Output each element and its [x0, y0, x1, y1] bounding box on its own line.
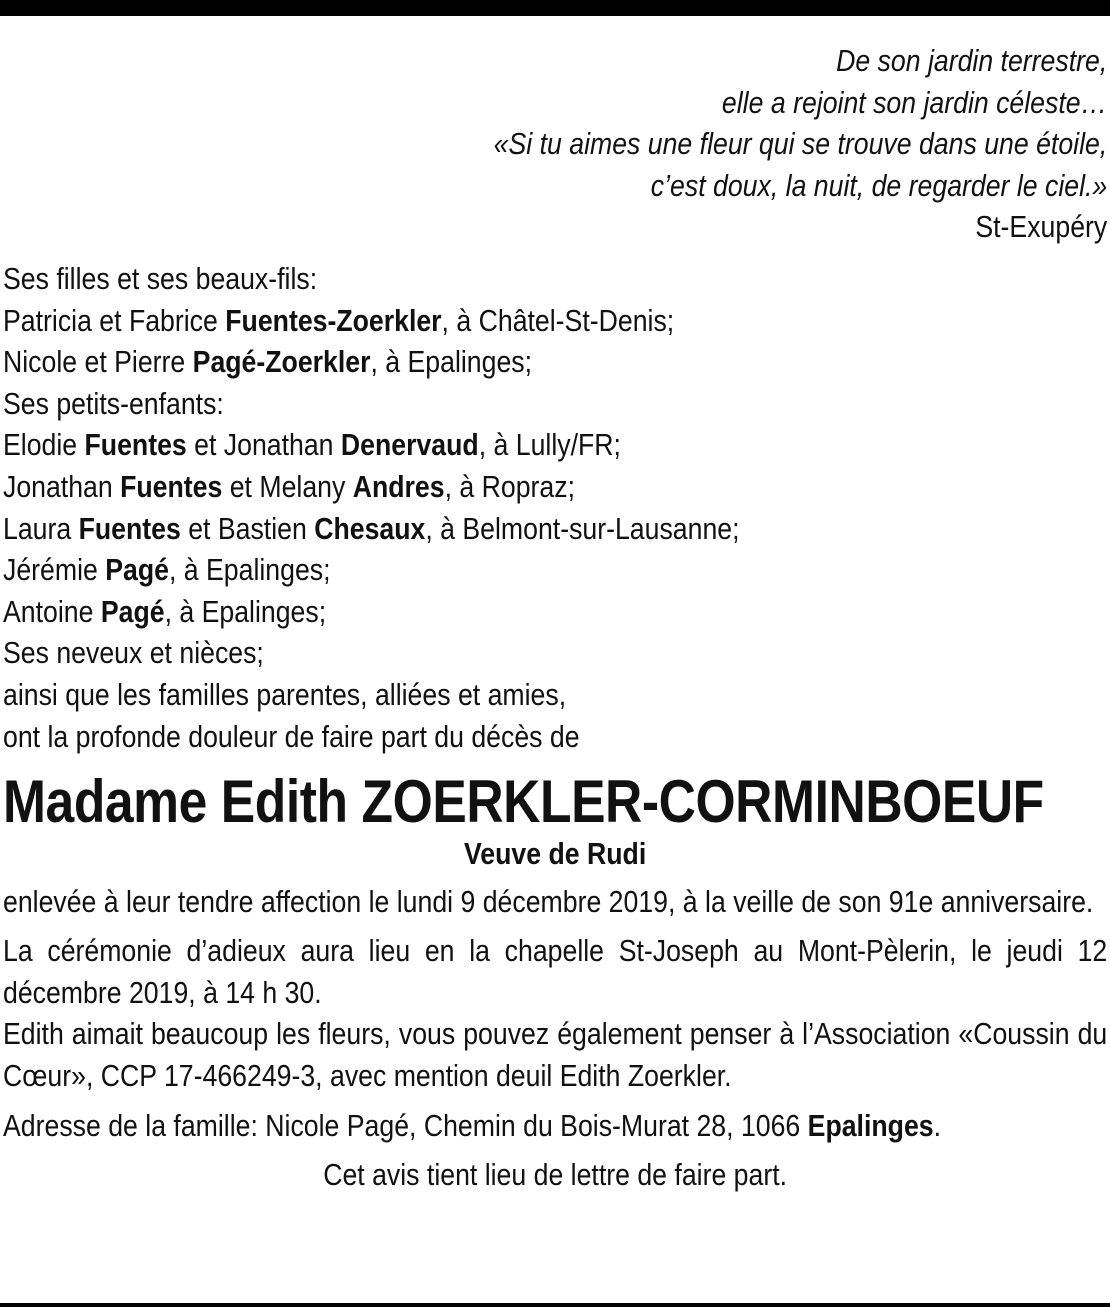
location: , à Epalinges;: [370, 344, 533, 380]
top-rule: [0, 0, 1110, 16]
address-text: Adresse de la famille: Nicole Pagé, Chemin du Bois-Murat 28, 1066: [3, 1107, 808, 1143]
given-names: Patricia et Fabrice: [3, 302, 226, 338]
ceremony-paragraph: La cérémonie d’adieux aura lieu en la chapelle St-Joseph au Mont-Pèlerin, le jeudi 12 décembre 2019, à 14 h 30.: [3, 933, 1108, 1010]
family-member-line: [3, 424, 1107, 466]
family-address: [3, 1105, 1107, 1147]
location: , à Châtel-St-Denis;: [441, 302, 675, 338]
partner-family-name: Andres: [352, 468, 445, 504]
family-name: Fuentes: [78, 510, 181, 546]
quote-line: De son jardin terrestre,: [836, 43, 1108, 78]
location: , à Lully/FR;: [478, 427, 621, 463]
family-name: Fuentes: [120, 468, 223, 504]
family-member-line: [3, 466, 1107, 508]
address-town: Epalinges: [807, 1107, 934, 1143]
deceased-subtitle: Veuve de Rudi: [464, 836, 647, 872]
family-name: Pagé: [105, 552, 169, 588]
quote-line: elle a rejoint son jardin céleste…: [721, 84, 1108, 120]
family-member-line: [3, 591, 1107, 633]
location: , à Epalinges;: [164, 593, 327, 629]
family-member-line: [3, 549, 1107, 591]
family-member-line: [3, 341, 1107, 383]
family-name: Pagé: [100, 593, 165, 629]
partner-given-name: et Melany: [222, 468, 353, 504]
partner-given-name: et Jonathan: [186, 427, 341, 463]
partner-given-name: et Bastien: [180, 510, 315, 546]
address-punctuation: .: [933, 1107, 942, 1143]
family-name: Fuentes: [84, 427, 187, 463]
partner-family-name: Denervaud: [340, 427, 479, 463]
given-names: Nicole et Pierre: [3, 344, 193, 380]
death-paragraph: enlevée à leur tendre affection le lundi 9 décembre 2019, à la veille de son 91e anniversaire.: [3, 883, 1094, 919]
grandchildren-heading: Ses petits-enfants:: [3, 385, 224, 421]
families-line: ainsi que les familles parentes, alliées et amies,: [3, 676, 567, 712]
closing-note: Cet avis tient lieu de lettre de faire part.: [323, 1157, 788, 1193]
family-member-line: [3, 300, 1107, 342]
family-list: [3, 258, 1107, 757]
family-name: Pagé-Zoerkler: [192, 344, 371, 380]
announcement-line: ont la profonde douleur de faire part du décès de: [3, 718, 580, 754]
location: , à Epalinges;: [168, 552, 331, 588]
family-name: Fuentes-Zoerkler: [225, 302, 442, 338]
quote-line: c’est doux, la nuit, de regarder le ciel.»: [650, 167, 1108, 203]
given-name: Elodie: [3, 427, 85, 463]
epigraph-quote: [3, 40, 1107, 248]
given-name: Jonathan: [3, 468, 121, 504]
quote-line: «Si tu aimes une fleur qui se trouve dans une étoile,: [493, 126, 1108, 162]
given-name: Laura: [3, 510, 79, 546]
location: , à Belmont-sur-Lausanne;: [425, 510, 740, 546]
daughters-heading: Ses filles et ses beaux-fils:: [3, 260, 318, 296]
nephews-line: Ses neveux et nièces;: [3, 635, 264, 671]
deceased-name: Madame Edith ZOERKLER-CORMINBOEUF: [3, 768, 1044, 836]
given-name: Jérémie: [3, 552, 106, 588]
death-notice: [3, 40, 1107, 1196]
given-name: Antoine: [3, 593, 101, 629]
bottom-rule: [0, 1303, 1110, 1307]
family-member-line: [3, 508, 1107, 550]
quote-author: St-Exupéry: [975, 209, 1108, 245]
location: , à Ropraz;: [444, 468, 575, 504]
partner-family-name: Chesaux: [314, 510, 426, 546]
flowers-paragraph: Edith aimait beaucoup les fleurs, vous pouvez également penser à l’Association «Coussin du Cœur», CCP 17-466249-3, avec mention deuil Edith Zoerkler.: [3, 1016, 1108, 1094]
